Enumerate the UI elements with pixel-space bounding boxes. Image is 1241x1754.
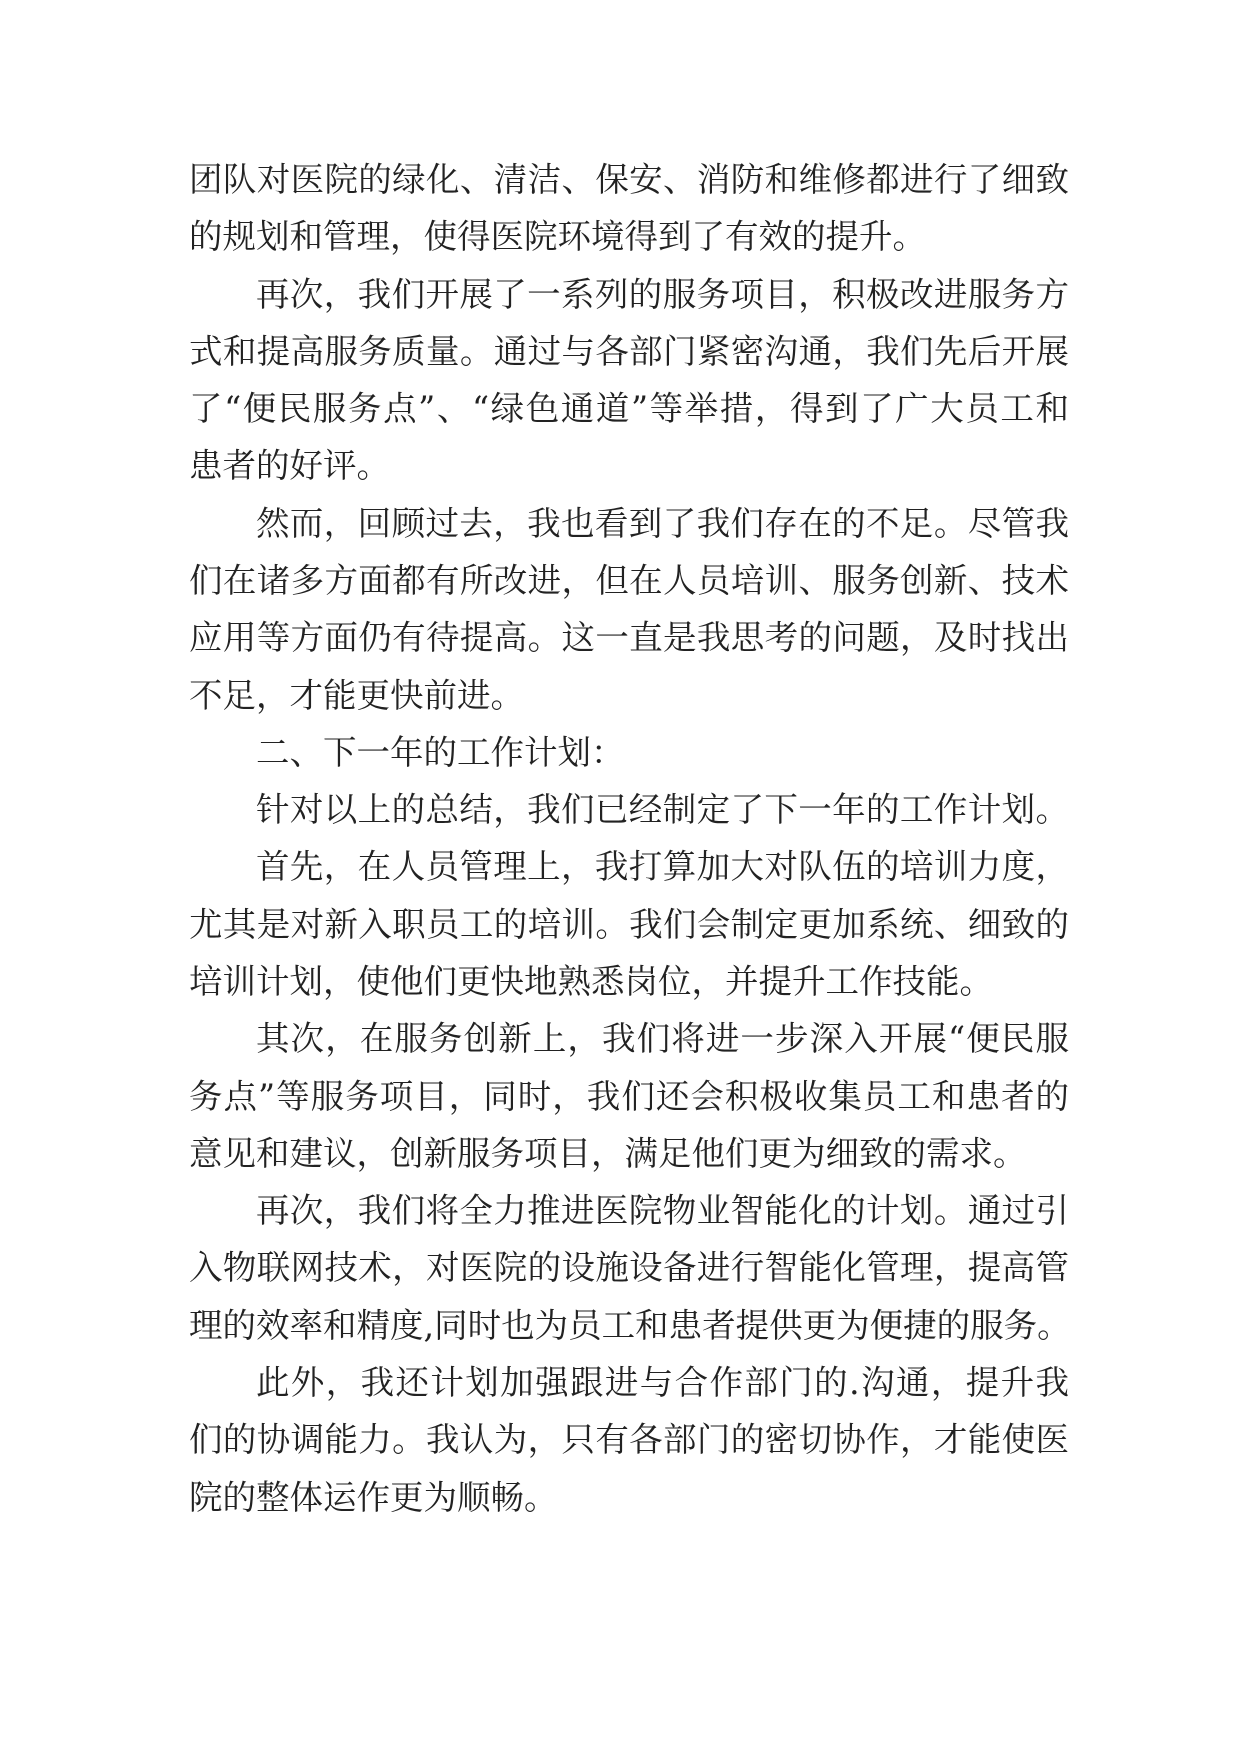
text-line: 务点”等服务项目，同时，我们还会积极收集员工和患者的 [189, 1077, 1069, 1116]
paragraph-start-line: 然而，回顾过去，我也看到了我们存在的不足。尽管我 [256, 504, 1069, 543]
text-line: 培训计划，使他们更快地熟悉岗位，并提升工作技能。 [189, 962, 993, 1001]
text-line: 们在诸多方面都有所改进，但在人员培训、服务创新、技术 [189, 561, 1069, 600]
paragraph-start-line: 此外，我还计划加强跟进与合作部门的.沟通，提升我 [256, 1363, 1069, 1402]
text-line: 的规划和管理，使得医院环境得到了有效的提升。 [189, 217, 926, 256]
text-line: 不足，才能更快前进。 [189, 676, 524, 715]
text-line: 应用等方面仍有待提高。这一直是我思考的问题，及时找出 [189, 618, 1069, 657]
paragraph-start-line: 首先，在人员管理上，我打算加大对队伍的培训力度， [256, 847, 1069, 886]
text-line: 意见和建议，创新服务项目，满足他们更为细致的需求。 [189, 1134, 1027, 1173]
text-line: 院的整体运作更为顺畅。 [189, 1478, 558, 1517]
text-line: 了“便民服务点”、“绿色通道”等举措，得到了广大员工和 [189, 389, 1069, 428]
text-line: 理的效率和精度,同时也为员工和患者提供更为便捷的服务。 [189, 1306, 1071, 1345]
text-line: 式和提高服务质量。通过与各部门紧密沟通，我们先后开展 [189, 332, 1069, 371]
text-line: 入物联网技术，对医院的设施设备进行智能化管理，提高管 [189, 1248, 1069, 1287]
paragraph-start-line: 再次，我们将全力推进医院物业智能化的计划。通过引 [256, 1191, 1069, 1230]
paragraph-start-line: 再次，我们开展了一系列的服务项目，积极改进服务方 [256, 275, 1069, 314]
section-heading: 二、下一年的工作计划： [256, 733, 625, 772]
text-line: 们的协调能力。我认为，只有各部门的密切协作，才能使医 [189, 1420, 1069, 1459]
paragraph-start-line: 针对以上的总结，我们已经制定了下一年的工作计划。 [256, 790, 1069, 829]
text-line: 患者的好评。 [189, 446, 390, 485]
text-line: 团队对医院的绿化、清洁、保安、消防和维修都进行了细致 [189, 160, 1069, 199]
text-line: 尤其是对新入职员工的培训。我们会制定更加系统、细致的 [189, 905, 1069, 944]
paragraph-start-line: 其次，在服务创新上，我们将进一步深入开展“便民服 [256, 1019, 1069, 1058]
